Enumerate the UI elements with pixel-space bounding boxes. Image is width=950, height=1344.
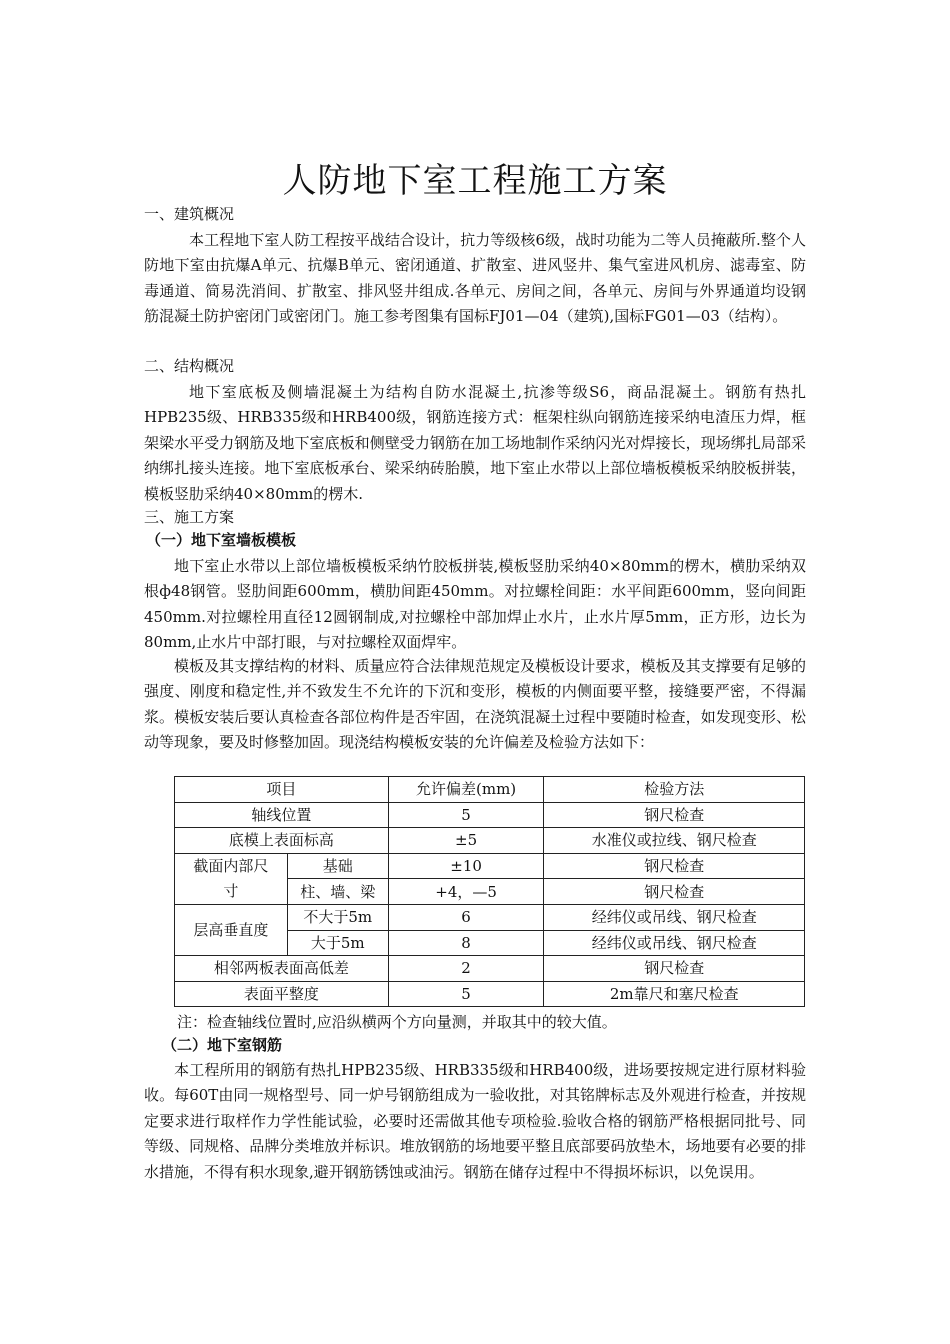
table-cell: 基础	[287, 853, 388, 879]
table-cell: 2	[388, 956, 544, 982]
table-cell: 钢尺检查	[544, 956, 805, 982]
table-cell: 钢尺检查	[544, 802, 805, 828]
table-header-row	[175, 777, 805, 803]
paragraph-rebar-1: 本工程所用的钢筋有热扎HPB235级、HRB335级和HRB400级，进场要按规定进行原材料验收。每60T由同一规格型号、同一炉号钢筋组成为一验收批，对其铭牌标志及外观进行检查，并按规定要求进行取样作力学性能试验，必要时还需做其他专项检验.验收合格的钢筋严格根据同批号、同等级、同规格、品牌分类堆放并标识。堆放钢筋的场地要平整且底部要码放垫木，场地要有必要的排水措施，不得有积水现象,避开钢筋锈蚀或油污。钢筋在储存过程中不得损坏标识，以免误用。	[144, 1061, 806, 1181]
table-cell: 大于5m	[287, 930, 388, 956]
table-cell: 轴线位置	[175, 802, 389, 828]
table-cell: 钢尺检查	[544, 879, 805, 905]
table-cell: 不大于5m	[287, 904, 388, 930]
table-cell: 相邻两板表面高低差	[175, 956, 389, 982]
table-cell: 底模上表面标高	[175, 828, 389, 854]
table-cell: 钢尺检查	[544, 853, 805, 879]
table-group-cell: 层高垂直度	[175, 904, 288, 955]
table-cell: 柱、墙、梁	[287, 879, 388, 905]
subsection-heading-rebar: （二）地下室钢筋	[162, 1036, 283, 1054]
table-header-cell: 项目	[175, 777, 389, 803]
table-cell: 2m靠尺和塞尺检查	[544, 981, 805, 1007]
paragraph-formwork-1: 地下室止水带以上部位墙板模板采纳竹胶板拼装,模板竖肋采纳40×80mm的楞木，横肋采纳双根ф48钢管。竖肋间距600mm，横肋间距450mm。对拉螺栓间距：水平间距600mm，竖向间距450mm.对拉螺栓用直径12圆钢制成,对拉螺栓中部加焊止水片，止水片厚5mm，正方形，边长为80mm,止水片中部打眼，与对拉螺栓双面焊牢。	[144, 557, 806, 652]
section-heading-plan: 三、施工方案	[144, 508, 235, 526]
table-group-cell: 截面内部尺寸	[175, 853, 288, 904]
table-cell: 表面平整度	[175, 981, 389, 1007]
tolerance-table	[174, 776, 805, 1007]
table-header-cell: 检验方法	[544, 777, 805, 803]
table-cell: ±5	[388, 828, 544, 854]
table-cell: 8	[388, 930, 544, 956]
subsection-heading-wall-formwork: （一）地下室墙板模板	[146, 531, 297, 549]
table-cell: 6	[388, 904, 544, 930]
table-row	[175, 981, 805, 1007]
paragraph-formwork-2: 模板及其支撑结构的材料、质量应符合法律规范规定及模板设计要求，模板及其支撑要有足够的强度、刚度和稳定性,并不致发生不允许的下沉和变形，模板的内侧面要平整，接缝要严密，不得漏浆。模板安装后要认真检查各部位构件是否牢固，在浇筑混凝土过程中要随时检查，如发现变形、松动等现象，要及时修整加固。现浇结构模板安装的允许偏差及检验方法如下：	[144, 657, 806, 752]
section-heading-architecture: 一、建筑概况	[144, 205, 235, 223]
table-row	[175, 828, 805, 854]
table-row	[175, 956, 805, 982]
table-header-cell: 允许偏差(mm)	[388, 777, 544, 803]
table-cell: 经纬仪或吊线、钢尺检查	[544, 904, 805, 930]
table-row	[175, 904, 805, 930]
table-cell: 5	[388, 802, 544, 828]
table-cell: 5	[388, 981, 544, 1007]
table-cell: +4，—5	[388, 879, 544, 905]
section-heading-structure: 二、结构概况	[144, 357, 235, 375]
table-cell: ±10	[388, 853, 544, 879]
table-row	[175, 853, 805, 879]
section-text-structure: 地下室底板及侧墙混凝土为结构自防水混凝土,抗渗等级S6，商品混凝土。钢筋有热扎HPB235级、HRB335级和HRB400级，钢筋连接方式：框架柱纵向钢筋连接采纳电渣压力焊，框架梁水平受力钢筋及地下室底板和侧壁受力钢筋在加工场地制作采纳闪光对焊接长，现场绑扎局部采纳绑扎接头连接。地下室底板承台、梁采纳砖胎膜，地下室止水带以上部位墙板模板采纳胶板拼装，模板竖肋采纳40×80mm的楞木.	[144, 383, 806, 503]
table-note: 注：检查轴线位置时,应沿纵横两个方向量测，并取其中的较大值。	[177, 1013, 617, 1031]
section-text-architecture: 本工程地下室人防工程按平战结合设计，抗力等级核6级，战时功能为二等人员掩蔽所.整个人防地下室由抗爆A单元、抗爆B单元、密闭通道、扩散室、进风竖井、集气室进风机房、滤毒室、防毒通道、简易洗消间、扩散室、排风竖井组成.各单元、房间之间，各单元、房间与外界通道均设钢筋混凝土防护密闭门或密闭门。施工参考图集有国标FJ01—04（建筑),国标FG01—03（结构）。	[144, 231, 806, 326]
page-title: 人防地下室工程施工方案	[282, 161, 668, 201]
table-cell: 水准仪或拉线、钢尺检查	[544, 828, 805, 854]
table-row	[175, 802, 805, 828]
table-cell: 经纬仪或吊线、钢尺检查	[544, 930, 805, 956]
